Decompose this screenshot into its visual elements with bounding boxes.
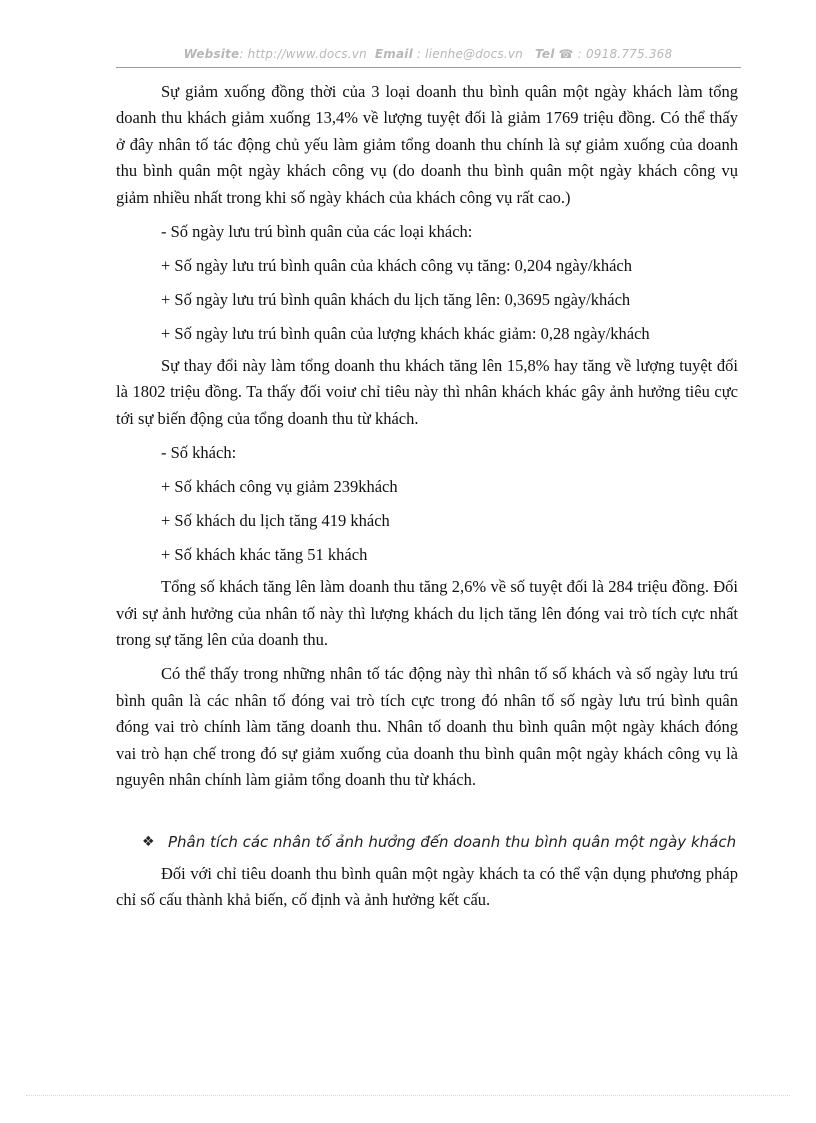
list-item-stay-heading: - Số ngày lưu trú bình quân của các loại khách: bbox=[161, 222, 473, 242]
list-item-guests-heading: - Số khách: bbox=[161, 443, 237, 463]
paragraph-4: Có thể thấy trong những nhân tố tác động này thì nhân tố số khách và số ngày lưu trú bình quân là các nhân tố đóng vai trò tích cực trong đó nhân tố số ngày lưu trú bình quân đóng vai trò chính làm tăng doanh thu. Nhân tố doanh thu bình quân một ngày khách đóng vai trò hạn chế trong đó sự giảm xuống của doanh thu bình quân một ngày khách công vụ là nguyên nhân chính làm giảm tổng doanh thu từ khách. bbox=[116, 664, 738, 790]
paragraph-2: Sự thay đổi này làm tổng doanh thu khách tăng lên 15,8% hay tăng về lượng tuyệt đối là 1802 triệu đồng. Ta thấy đối voiư chỉ tiêu này thì nhân khách khác gây ảnh hưởng tiêu cực tới sự biến động của tổng doanh thu từ khách. bbox=[116, 356, 738, 428]
diamond-bullet-icon: ❖ bbox=[142, 833, 155, 850]
list-item-guests-business: + Số khách công vụ giảm 239khách bbox=[161, 477, 398, 497]
document-body bbox=[116, 79, 738, 913]
paragraph-3: Tổng số khách tăng lên làm doanh thu tăng 2,6% về số tuyệt đối là 284 triệu đồng. Đối với sự ảnh hưởng của nhân tố này thì lượng khách du lịch tăng lên đóng vai trò tích cực nhất trong sự tăng lên của doanh thu. bbox=[116, 577, 738, 650]
tel-label: Tel bbox=[535, 47, 555, 61]
section-heading bbox=[116, 830, 738, 855]
paragraph-5: Đối với chỉ tiêu doanh thu bình quân một ngày khách ta có thể vận dụng phương pháp chỉ số cấu thành khả biến, cố định và ảnh hưởng kết cấu. bbox=[116, 863, 738, 909]
phone-icon: ☎ bbox=[558, 47, 574, 61]
footer-divider bbox=[26, 1095, 790, 1096]
page-header bbox=[116, 47, 740, 61]
email-label: Email bbox=[374, 47, 413, 61]
tel-value: : 0918.775.368 bbox=[577, 47, 673, 61]
website-label: Website bbox=[183, 47, 240, 61]
website-value: : http://www.docs.vn bbox=[239, 47, 367, 61]
list-item-stay-other: + Số ngày lưu trú bình quân của lượng khách khác giảm: 0,28 ngày/khách bbox=[161, 324, 650, 344]
paragraph-1: Sự giảm xuống đồng thời của 3 loại doanh thu bình quân một ngày khách làm tổng doanh thu khách giảm xuống 13,4% về lượng tuyệt đối là giảm 1769 triệu đồng. Có thể thấy ở đây nhân tố tác động chủ yếu làm giảm tổng doanh thu chính là sự giảm xuống của doanh thu bình quân một ngày khách công vụ (do doanh thu bình quân một ngày khách công vụ giảm nhiều nhất trong khi số ngày khách của khách công vụ rất cao.) bbox=[116, 82, 738, 207]
list-item-guests-other: + Số khách khác tăng 51 khách bbox=[161, 545, 368, 565]
email-value: : lienhe@docs.vn bbox=[416, 47, 523, 61]
header-divider bbox=[116, 67, 741, 68]
list-item-stay-business: + Số ngày lưu trú bình quân của khách công vụ tăng: 0,204 ngày/khách bbox=[161, 256, 632, 276]
section-heading-text: Phân tích các nhân tố ảnh hưởng đến doanh thu bình quân một ngày khách bbox=[168, 832, 737, 851]
list-item-guests-tourist: + Số khách du lịch tăng 419 khách bbox=[161, 511, 390, 531]
list-item-stay-tourist: + Số ngày lưu trú bình quân khách du lịch tăng lên: 0,3695 ngày/khách bbox=[161, 290, 631, 310]
